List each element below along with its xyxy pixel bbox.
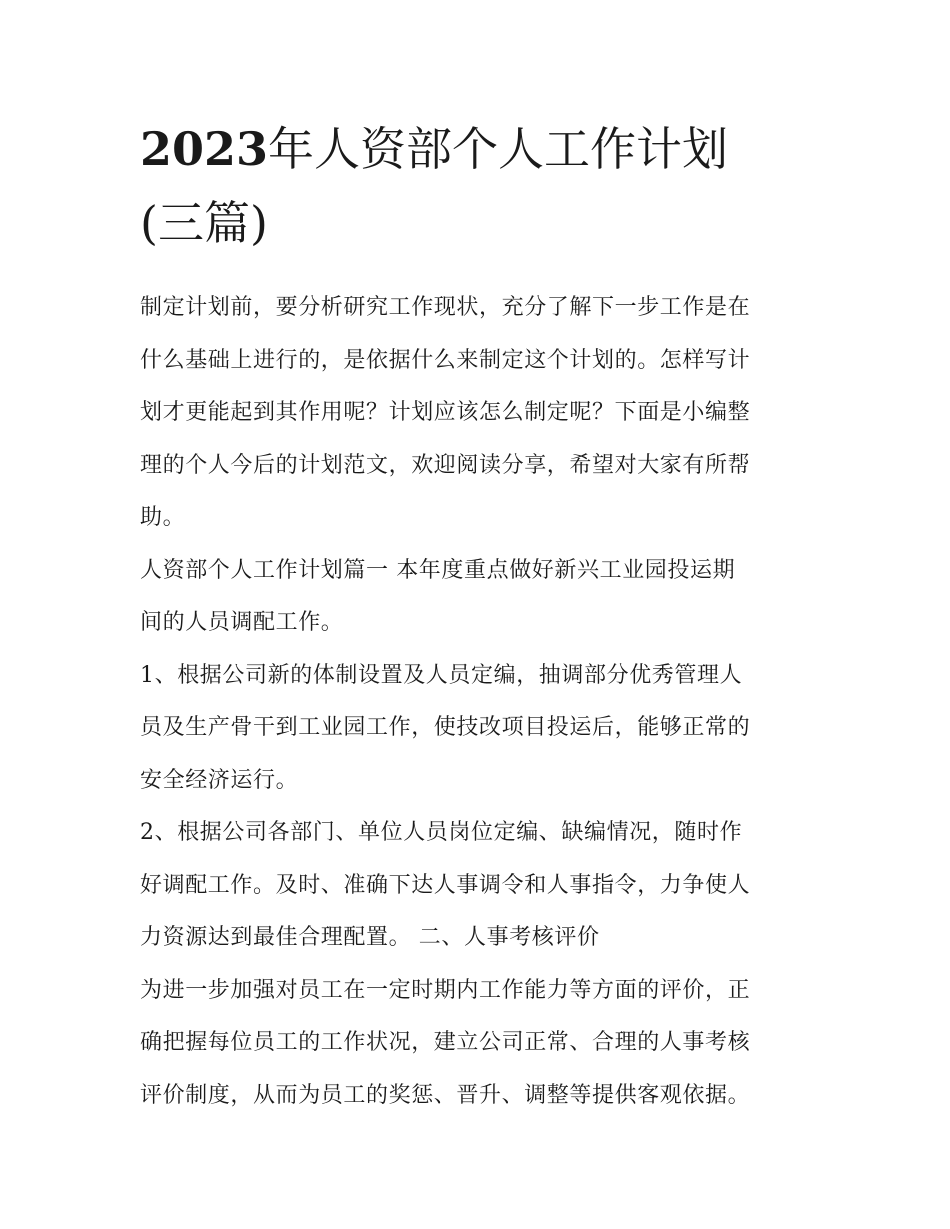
paragraph-line: 什么基础上进行的，是依据什么来制定这个计划的。怎样写计	[140, 347, 751, 373]
paragraph-line: 确把握每位员工的工作状况，建立公司正常、合理的人事考核	[140, 1030, 751, 1055]
evaluation-paragraph	[140, 965, 812, 1123]
paragraph-line: 划才更能起到其作用呢？计划应该怎么制定呢？下面是小编整	[140, 400, 751, 425]
paragraph-line: 好调配工作。及时、准确下达人事调令和人事指令，力争使人	[140, 872, 751, 898]
paragraph-line: 1、根据公司新的体制设置及人员定编，抽调部分优秀管理人	[140, 662, 743, 688]
paragraph-line: 间的人员调配工作。	[140, 610, 344, 635]
paragraph-line: 助。	[140, 505, 186, 530]
item-1-paragraph	[140, 650, 812, 808]
paragraph-line: 为进一步加强对员工在一定时期内工作能力等方面的评价，正	[140, 977, 751, 1003]
title-line-1	[140, 112, 812, 186]
document-body	[140, 112, 812, 1122]
title-text: 年人资部个人工作计划	[268, 122, 729, 176]
paragraph-line: 人资部个人工作计划篇一 本年度重点做好新兴工业园投运期	[140, 557, 736, 583]
paragraph-line: 安全经济运行。	[140, 767, 299, 793]
paragraph-line: 评价制度，从而为员工的奖惩、晋升、调整等提供客观依据。	[140, 1082, 751, 1108]
document-title	[140, 112, 812, 260]
paragraph-line: 理的个人今后的计划范文，欢迎阅读分享，希望对大家有所帮	[140, 452, 751, 478]
title-year: 2023	[140, 122, 269, 176]
title-line-2: (三篇)	[140, 196, 268, 250]
intro-paragraph	[140, 282, 812, 545]
paragraph-line: 制定计划前，要分析研究工作现状，充分了解下一步工作是在	[140, 295, 751, 320]
paragraph-line: 2、根据公司各部门、单位人员岗位定编、缺编情况，随时作	[140, 820, 743, 845]
item-2-paragraph	[140, 807, 812, 965]
paragraph-line: 力资源达到最佳合理配置。 二、人事考核评价	[140, 925, 600, 950]
paragraph-line: 员及生产骨干到工业园工作，使技改项目投运后，能够正常的	[140, 715, 751, 740]
section-one-paragraph	[140, 545, 812, 650]
